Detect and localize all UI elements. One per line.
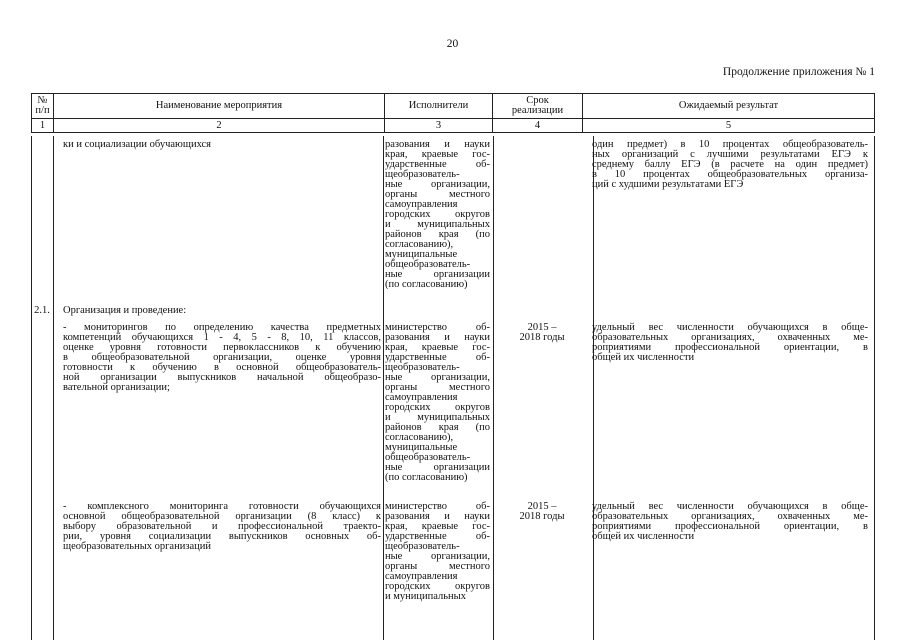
executor-line: ударственные об- bbox=[385, 531, 490, 542]
table-header bbox=[31, 93, 875, 133]
page-number: 20 bbox=[446, 38, 459, 50]
executor-line: щеобразователь- bbox=[385, 362, 460, 373]
name-line: оценке уровня готовности первоклассников к обучению bbox=[63, 342, 381, 353]
name-line: ной организации выпускников начальной общеобразо- bbox=[63, 372, 381, 383]
executor-line: и муниципальных bbox=[385, 591, 466, 602]
result-line: удельный вес численности обучающихся в обще- bbox=[592, 501, 868, 512]
result-line: в 10 процентах общеобразовательных организа- bbox=[592, 169, 868, 180]
executor-line: ные организации bbox=[385, 269, 490, 280]
term-line: 2015 – bbox=[527, 322, 557, 333]
term-line: 2015 – bbox=[527, 501, 557, 512]
header-term-line2: реализации bbox=[511, 105, 564, 116]
executor-line: разования и науки bbox=[385, 511, 490, 522]
executor-line: министерство об- bbox=[385, 322, 490, 333]
result-line: роприятиями профессиональной ориентации, в bbox=[592, 342, 868, 353]
executor-line: согласованию), bbox=[385, 239, 454, 250]
name-line: готовности к обучению в основной общеобразователь- bbox=[63, 362, 381, 373]
executor-line: ные организации, bbox=[385, 179, 490, 190]
executor-line: края, краевые гос- bbox=[385, 149, 490, 160]
executor-line: органы местного bbox=[385, 561, 490, 572]
name-line: Организация и проведение: bbox=[63, 305, 187, 316]
column-rule bbox=[593, 136, 594, 640]
executor-line: городских округов bbox=[385, 209, 490, 220]
executor-line: и муниципальных bbox=[385, 412, 490, 423]
header-number bbox=[32, 94, 54, 119]
column-rule bbox=[493, 136, 494, 640]
name-line: рии, уровня социализации выпускников основных об- bbox=[63, 531, 381, 542]
name-line: - мониторингов по определению качества предметных bbox=[63, 322, 381, 333]
executor-line: районов края (по bbox=[385, 422, 490, 433]
name-line: вательной организации; bbox=[63, 382, 170, 393]
column-rule bbox=[31, 136, 32, 640]
executor-line: щеобразователь- bbox=[385, 541, 460, 552]
header-number-line2: п/п bbox=[35, 105, 50, 116]
executor-line: городских округов bbox=[385, 581, 490, 592]
executor-line: ные организации, bbox=[385, 551, 490, 562]
executor-line: и муниципальных bbox=[385, 219, 490, 230]
executor-line: края, краевые гос- bbox=[385, 342, 490, 353]
executor-line: края, краевые гос- bbox=[385, 521, 490, 532]
executor-line: городских округов bbox=[385, 402, 490, 413]
result-line: ций с худшими результатами ЕГЭ bbox=[592, 179, 744, 190]
result-line: образовательных организациях, охваченных ме- bbox=[592, 511, 868, 522]
result-line: один предмет) в 10 процентах общеобразователь- bbox=[592, 139, 868, 150]
executor-line: разования и науки bbox=[385, 332, 490, 343]
column-number-5: 5 bbox=[583, 119, 875, 133]
name-line: основной общеобразовательной организации (8 класс) к bbox=[63, 511, 381, 522]
result-line: образовательных организациях, охваченных ме- bbox=[592, 332, 868, 343]
header-term bbox=[493, 94, 583, 119]
column-rule bbox=[53, 136, 54, 640]
result-line: общей их численности bbox=[592, 531, 695, 542]
column-number-1: 1 bbox=[32, 119, 54, 133]
term-line: 2018 годы bbox=[519, 511, 565, 522]
executor-line: самоуправления bbox=[385, 571, 458, 582]
executor-line: (по согласованию) bbox=[385, 472, 468, 483]
column-number-2: 2 bbox=[54, 119, 385, 133]
name-line: - комплексного мониторинга готовности обучающихся bbox=[63, 501, 381, 512]
header-executors: Исполнители bbox=[385, 94, 493, 119]
name-line: в общеобразовательной организации, оценке уровня bbox=[63, 352, 381, 363]
header-name: Наименование мероприятия bbox=[54, 94, 385, 119]
term-line: 2018 годы bbox=[519, 332, 565, 343]
executor-line: разования и науки bbox=[385, 139, 490, 150]
result-line: роприятиями профессиональной ориентации, в bbox=[592, 521, 868, 532]
header-numbers-row bbox=[32, 119, 875, 133]
executor-line: министерство об- bbox=[385, 501, 490, 512]
header-number-line1: № bbox=[37, 95, 48, 106]
header-row bbox=[32, 94, 875, 119]
executor-line: муниципальные bbox=[385, 249, 458, 260]
executor-line: органы местного bbox=[385, 382, 490, 393]
executor-line: согласованию), bbox=[385, 432, 454, 443]
column-rule bbox=[383, 136, 384, 640]
column-number-3: 3 bbox=[385, 119, 493, 133]
executor-line: ные организации bbox=[385, 462, 490, 473]
name-line: щеобразовательных организаций bbox=[63, 541, 211, 552]
name-line: ки и социализации обучающихся bbox=[63, 139, 212, 150]
executor-line: муниципальные bbox=[385, 442, 458, 453]
name-line: выбору образовательной и профессиональной траекто- bbox=[63, 521, 381, 532]
executor-line: общеобразователь- bbox=[385, 452, 471, 463]
executor-line: щеобразователь- bbox=[385, 169, 460, 180]
executor-line: ные организации, bbox=[385, 372, 490, 383]
row-number: 2.1. bbox=[34, 305, 50, 316]
column-number-4: 4 bbox=[493, 119, 583, 133]
result-line: удельный вес численности обучающихся в обще- bbox=[592, 322, 868, 333]
header-term-line1: Срок bbox=[526, 95, 549, 106]
continuation-label: Продолжение приложения № 1 bbox=[722, 66, 875, 78]
executor-line: самоуправления bbox=[385, 392, 458, 403]
column-rule bbox=[874, 136, 875, 640]
executor-line: ударственные об- bbox=[385, 352, 490, 363]
executor-line: (по согласованию) bbox=[385, 279, 468, 290]
name-line: компетенций обучающихся 1 - 4, 5 - 8, 10, 11 классов, bbox=[63, 332, 381, 343]
executor-line: ударственные об- bbox=[385, 159, 490, 170]
executor-line: районов края (по bbox=[385, 229, 490, 240]
result-line: общей их численности bbox=[592, 352, 695, 363]
executor-line: самоуправления bbox=[385, 199, 458, 210]
result-line: среднему баллу ЕГЭ (в расчете на один предмет) bbox=[592, 159, 868, 170]
result-line: ных организаций с лучшими результатами ЕГЭ к bbox=[592, 149, 868, 160]
executor-line: органы местного bbox=[385, 189, 490, 200]
executor-line: общеобразователь- bbox=[385, 259, 471, 270]
header-result: Ожидаемый результат bbox=[583, 94, 875, 119]
